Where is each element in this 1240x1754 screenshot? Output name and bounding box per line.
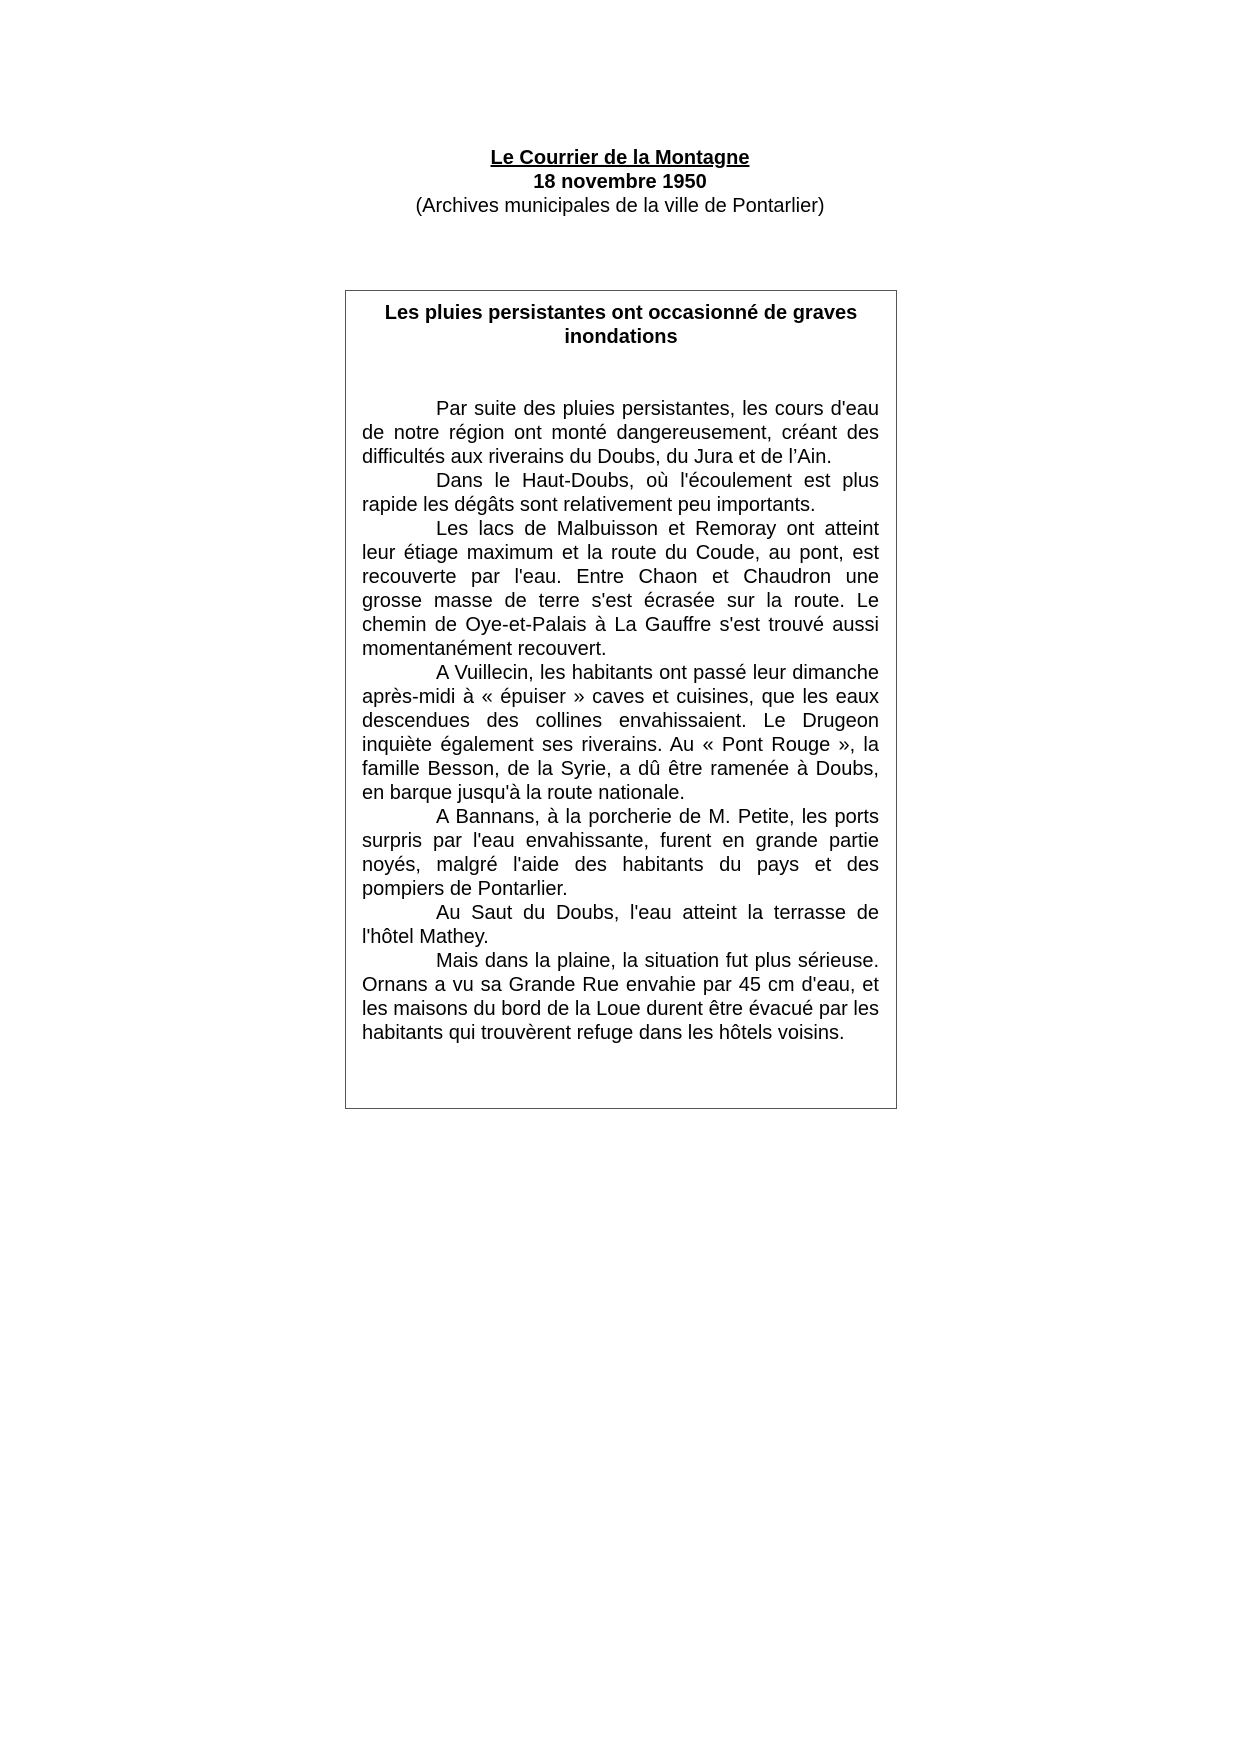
- article-box: [345, 290, 897, 1109]
- article-paragraph: A Vuillecin, les habitants ont passé leur dimanche après-midi à « épuiser » caves et cuisines, que les eaux descendues des collines envahissaient. Le Drugeon inquiète également ses riverains. Au « Pont Rouge », la famille Besson, de la Syrie, a dû être ramenée à Doubs, en barque jusqu'à la route nationale.: [362, 662, 879, 804]
- article-paragraph: Les lacs de Malbuisson et Remoray ont atteint leur étiage maximum et la route du Coude, au pont, est recouverte par l'eau. Entre Chaon et Chaudron une grosse masse de terre s'est écrasée sur la route. Le chemin de Oye-et-Palais à La Gauffre s'est trouvé aussi momentanément recouvert.: [362, 518, 879, 660]
- publication-date: 18 novembre 1950: [533, 171, 707, 193]
- article-paragraph: Mais dans la plaine, la situation fut plus sérieuse. Ornans a vu sa Grande Rue envahie par 45 cm d'eau, et les maisons du bord de la Loue durent être évacué par les habitants qui trouvèrent refuge dans les hôtels voisins.: [362, 950, 879, 1044]
- archive-source: (Archives municipales de la ville de Pontarlier): [415, 195, 825, 217]
- newspaper-name: Le Courrier de la Montagne: [490, 147, 750, 169]
- article-paragraph: A Bannans, à la porcherie de M. Petite, les ports surpris par l'eau envahissante, furent en grande partie noyés, malgré l'aide des habitants du pays et des pompiers de Pontarlier.: [362, 806, 879, 900]
- document-header: [0, 146, 1240, 218]
- article-body: [362, 397, 879, 1045]
- article-paragraph: Dans le Haut-Doubs, où l'écoulement est plus rapide les dégâts sont relativement peu importants.: [362, 470, 879, 516]
- article-title: Les pluies persistantes ont occasionné de graves inondations: [384, 302, 858, 348]
- article-paragraph: Par suite des pluies persistantes, les cours d'eau de notre région ont monté dangereusement, créant des difficultés aux riverains du Doubs, du Jura et de l’Ain.: [362, 398, 879, 468]
- article-paragraph: Au Saut du Doubs, l'eau atteint la terrasse de l'hôtel Mathey.: [362, 902, 879, 948]
